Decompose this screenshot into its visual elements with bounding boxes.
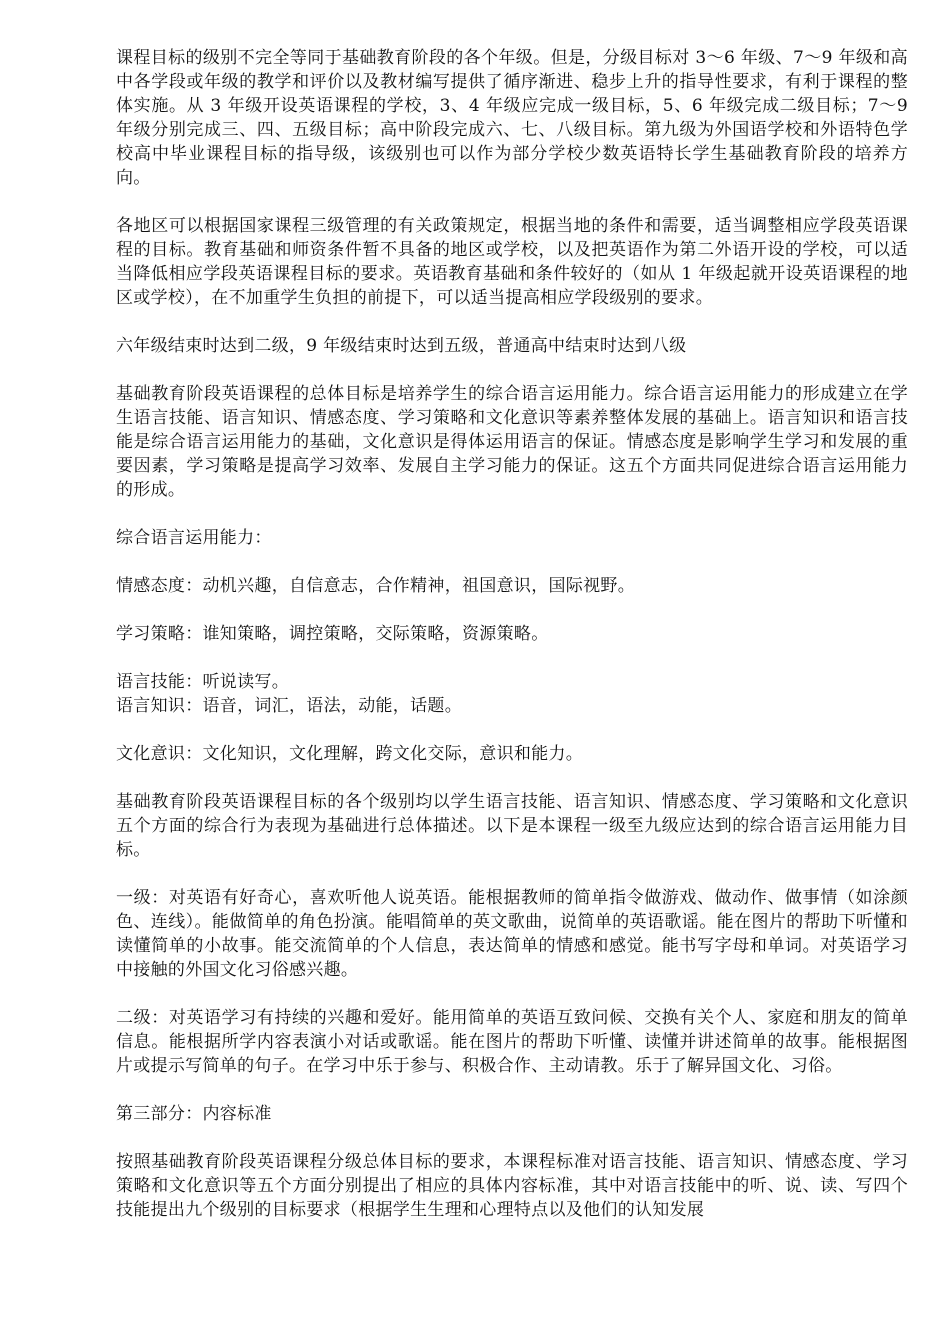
- paragraph-level-two: 二级：对英语学习有持续的兴趣和爱好。能用简单的英语互致问候、交换有关个人、家庭和朋友的简单信息。能根据所学内容表演小对话或歌谣。能在图片的帮助下听懂、读懂并讲述简单的故事。能根据图片或提示写简单的句子。在学习中乐于参与、积极合作、主动请教。乐于了解异国文化、习俗。: [116, 1008, 908, 1076]
- paragraph-level-overview: 课程目标的级别不完全等同于基础教育阶段的各个年级。但是，分级目标对 3～6 年级、7～9 年级和高中各学段或年级的教学和评价以及教材编写提供了循序渐进、稳步上升的指导性要求，有利于课程的整体实施。从 3 年级开设英语课程的学校，3、4 年级应完成一级目标，5、6 年级完成二级目标；7～9 年级分别完成三、四、五级目标；高中阶段完成六、七、八级目标。第九级为外国语学校和外语特色学校高中毕业课程目标的指导级，该级别也可以作为部分学校少数英语特长学生基础教育阶段的培养方向。: [116, 48, 908, 188]
- paragraph-affect-attitude: 情感态度：动机兴趣，自信意志，合作精神，祖国意识，国际视野。: [116, 576, 635, 596]
- section-heading-content-standards: 第三部分：内容标准: [116, 1104, 272, 1124]
- document-body: [116, 46, 908, 1246]
- paragraph-competence-heading: 综合语言运用能力：: [116, 528, 272, 548]
- paragraph-grade-milestones: 六年级结束时达到二级，9 年级结束时达到五级，普通高中结束时达到八级: [116, 336, 687, 356]
- paragraph-level-one: 一级：对英语有好奇心，喜欢听他人说英语。能根据教师的简单指令做游戏、做动作、做事情（如涂颜色、连线）。能做简单的角色扮演。能唱简单的英文歌曲，说简单的英语歌谣。能在图片的帮助下听懂和读懂简单的小故事。能交流简单的个人信息，表达简单的情感和感觉。能书写字母和单词。对英语学习中接触的外国文化习俗感兴趣。: [116, 888, 908, 980]
- paragraph-cultural-awareness: 文化意识：文化知识，文化理解，跨文化交际，意识和能力。: [116, 744, 584, 764]
- paragraph-regional-adjustment: 各地区可以根据国家课程三级管理的有关政策规定，根据当地的条件和需要，适当调整相应学段英语课程的目标。教育基础和师资条件暂不具备的地区或学校，以及把英语作为第二外语开设的学校，可以适当降低相应学段英语课程目标的要求。英语教育基础和条件较好的（如从 1 年级起就开设英语课程的地区或学校），在不加重学生负担的前提下，可以适当提高相应学段级别的要求。: [116, 216, 908, 308]
- paragraph-language-knowledge: 语言知识：语音，词汇，语法，动能，话题。: [116, 696, 462, 716]
- paragraph-content-standards: 按照基础教育阶段英语课程分级总体目标的要求，本课程标准对语言技能、语言知识、情感态度、学习策略和文化意识等五个方面分别提出了相应的具体内容标准，其中对语言技能中的听、说、读、写四个技能提出九个级别的目标要求（根据学生生理和心理特点以及他们的认知发展: [116, 1152, 908, 1220]
- paragraph-language-skills: 语言技能：听说读写。: [116, 672, 289, 692]
- paragraph-learning-strategy: 学习策略：谁知策略，调控策略，交际策略，资源策略。: [116, 624, 549, 644]
- paragraph-overall-goal: 基础教育阶段英语课程的总体目标是培养学生的综合语言运用能力。综合语言运用能力的形成建立在学生语言技能、语言知识、情感态度、学习策略和文化意识等素养整体发展的基础上。语言知识和语言技能是综合语言运用能力的基础，文化意识是得体运用语言的保证。情感态度是影响学生学习和发展的重要因素，学习策略是提高学习效率、发展自主学习能力的保证。这五个方面共同促进综合语言运用能力的形成。: [116, 384, 908, 500]
- paragraph-level-description: 基础教育阶段英语课程目标的各个级别均以学生语言技能、语言知识、情感态度、学习策略和文化意识五个方面的综合行为表现为基础进行总体描述。以下是本课程一级至九级应达到的综合语言运用能力目标。: [116, 792, 908, 860]
